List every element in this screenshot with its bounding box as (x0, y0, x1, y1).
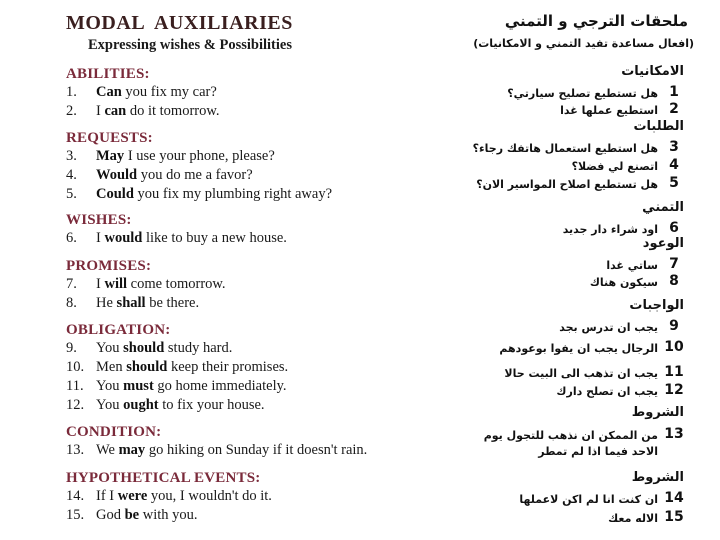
arabic-column (472, 0, 700, 540)
arabic-item-number: 6 (669, 220, 679, 236)
modal-verb: should (123, 340, 165, 356)
arabic-section-heading: الواجبات (629, 298, 684, 313)
sentence-text: I would like to buy a new house. (96, 230, 287, 246)
arabic-sentence: يجب ان تصلح دارك (556, 385, 658, 398)
sentence-text: If I were you, I wouldn't do it. (96, 488, 272, 504)
item-number: 9. (66, 340, 77, 356)
example-sentence (66, 487, 470, 506)
arabic-item-number: 12 (664, 382, 684, 398)
arabic-item-number: 15 (664, 509, 684, 525)
sentence-text: I can do it tomorrow. (96, 103, 220, 119)
sentence-text: Men should keep their promises. (96, 359, 289, 375)
arabic-item-number: 5 (669, 175, 679, 191)
arabic-example (478, 177, 684, 195)
example-sentence (66, 166, 470, 185)
arabic-item-number: 13 (664, 426, 684, 442)
arabic-section-heading: الوعود (642, 236, 684, 251)
sentence-text: We may go hiking on Sunday if it doesn't rain. (96, 442, 368, 458)
sentence-text: Could you fix my plumbing right away? (96, 186, 333, 202)
arabic-sentence: ساتي غدا (606, 259, 658, 272)
arabic-item-number: 2 (669, 101, 679, 117)
arabic-sentence: سيكون هناك (589, 276, 658, 289)
modal-verb: must (123, 378, 154, 394)
arabic-sentence: الاله معك (608, 512, 658, 525)
item-number: 2. (66, 103, 77, 119)
modal-verb: would (104, 230, 143, 246)
arabic-item-number: 7 (669, 256, 679, 272)
item-number: 15. (66, 507, 85, 523)
sentence-text: You should study hard. (96, 340, 233, 356)
sentence-text: I will come tomorrow. (96, 276, 226, 292)
item-number: 13. (66, 442, 85, 458)
example-sentence (66, 83, 470, 102)
arabic-example (478, 258, 684, 276)
example-sentence (66, 294, 470, 313)
arabic-title: ملحقات الترجي و التمني (504, 12, 688, 30)
arabic-sentence: هل تستطيع تصليح سيارتي؟ (507, 87, 658, 100)
arabic-sentence: اتصنع لي فضلا؟ (571, 160, 658, 173)
arabic-sentence: اود شراء دار جديد (562, 223, 658, 236)
arabic-example (478, 275, 684, 293)
arabic-sentence-continued: الاحد فيما اذا لم تمطر (538, 445, 658, 458)
example-sentence (66, 396, 470, 415)
arabic-section-heading: التمني (642, 200, 684, 215)
arabic-example (478, 492, 684, 510)
item-number: 4. (66, 167, 77, 183)
modal-verb: Could (96, 186, 134, 202)
section-heading: HYPOTHETICAL EVENTS: (66, 470, 261, 486)
sentence-text: He shall be there. (96, 295, 200, 311)
item-number: 5. (66, 186, 77, 202)
arabic-example (472, 139, 684, 159)
item-number: 8. (66, 295, 77, 311)
arabic-sentence: هل استطيع استعمال هاتفك رجاء؟ (472, 142, 658, 155)
example-sentence (66, 377, 470, 396)
example-sentence (66, 147, 470, 166)
sentence-text: Would you do me a favor? (96, 167, 253, 183)
arabic-example (478, 320, 684, 338)
modal-verb: shall (116, 295, 146, 311)
sentence-text: May I use your phone, please? (96, 148, 275, 164)
item-number: 12. (66, 397, 85, 413)
example-sentence (66, 185, 470, 204)
arabic-section-heading: الامكانيات (621, 64, 684, 79)
example-sentence (66, 358, 470, 377)
item-number: 10. (66, 359, 85, 375)
modal-verb: be (124, 507, 140, 523)
modal-verb: ought (123, 397, 159, 413)
sentence-text: God be with you. (96, 507, 198, 523)
section-heading: REQUESTS: (66, 130, 153, 146)
modal-verb: can (104, 103, 127, 119)
section-heading: ABILITIES: (66, 66, 150, 82)
item-number: 3. (66, 148, 77, 164)
example-sentence (66, 102, 470, 121)
arabic-section-heading: الشروط (631, 405, 684, 420)
arabic-sentence: من الممكن ان نذهب للتجول يوم (483, 429, 658, 442)
arabic-example (478, 341, 684, 359)
arabic-sentence: ان كنت انا لم اكن لاعملها (519, 493, 658, 506)
arabic-item-number: 8 (669, 273, 679, 289)
modal-verb: should (126, 359, 168, 375)
arabic-sentence: هل تستطيع اصلاح المواسير الان؟ (476, 178, 658, 191)
arabic-item-number: 11 (664, 364, 684, 380)
arabic-section-heading: الطلبات (633, 119, 684, 134)
arabic-sentence: استطيع عملها غدا (560, 104, 658, 117)
page-title: MODAL AUXILIARIES (66, 12, 293, 34)
arabic-example (478, 86, 684, 104)
section-requests (66, 130, 470, 204)
section-promises (66, 258, 470, 313)
arabic-example (478, 366, 684, 384)
arabic-example (478, 511, 684, 529)
section-heading: OBLIGATION: (66, 322, 171, 338)
item-number: 1. (66, 84, 77, 100)
section-heading: WISHES: (66, 212, 132, 228)
modal-verb: may (118, 442, 146, 458)
section-abilities (66, 66, 470, 121)
sentence-text: You ought to fix your house. (96, 397, 265, 413)
section-obligation (66, 322, 470, 415)
section-heading: CONDITION: (66, 424, 162, 440)
arabic-example (478, 428, 684, 464)
arabic-item-number: 1 (669, 84, 679, 100)
section-wishes (66, 212, 470, 248)
arabic-sentence: الرجال يجب ان يفوا بوعودهم (499, 342, 658, 355)
modal-verb: were (117, 488, 148, 504)
example-sentence (66, 506, 470, 525)
arabic-section-heading: الشروط (631, 470, 684, 485)
arabic-sentence: يجب ان تدرس بجد (559, 321, 658, 334)
section-condition (66, 424, 470, 460)
arabic-example (478, 159, 684, 177)
arabic-example (478, 384, 684, 402)
arabic-sentence: يجب ان تذهب الى البيت حالا (504, 367, 658, 380)
item-number: 11. (66, 378, 84, 394)
arabic-subtitle: (افعال مساعدة تفيد التمني و الامكانيات) (473, 37, 694, 50)
example-sentence (66, 275, 470, 294)
arabic-item-number: 9 (669, 318, 679, 334)
arabic-item-number: 4 (669, 157, 679, 173)
section-hypothetical-events (66, 470, 470, 525)
modal-verb: Can (96, 84, 122, 100)
section-heading: PROMISES: (66, 258, 152, 274)
example-sentence (66, 229, 470, 248)
arabic-item-number: 3 (669, 139, 679, 155)
item-number: 6. (66, 230, 77, 246)
modal-verb: will (104, 276, 128, 292)
example-sentence (66, 339, 470, 358)
example-sentence (66, 441, 470, 460)
sentence-text: Can you fix my car? (96, 84, 217, 100)
item-number: 7. (66, 276, 77, 292)
arabic-item-number: 10 (664, 339, 684, 355)
page-subtitle: Expressing wishes & Possibilities (88, 37, 292, 53)
item-number: 14. (66, 488, 85, 504)
modal-verb: May (96, 148, 125, 164)
modal-verb: Would (96, 167, 138, 183)
sentence-text: You must go home immediately. (96, 378, 287, 394)
arabic-item-number: 14 (664, 490, 684, 506)
